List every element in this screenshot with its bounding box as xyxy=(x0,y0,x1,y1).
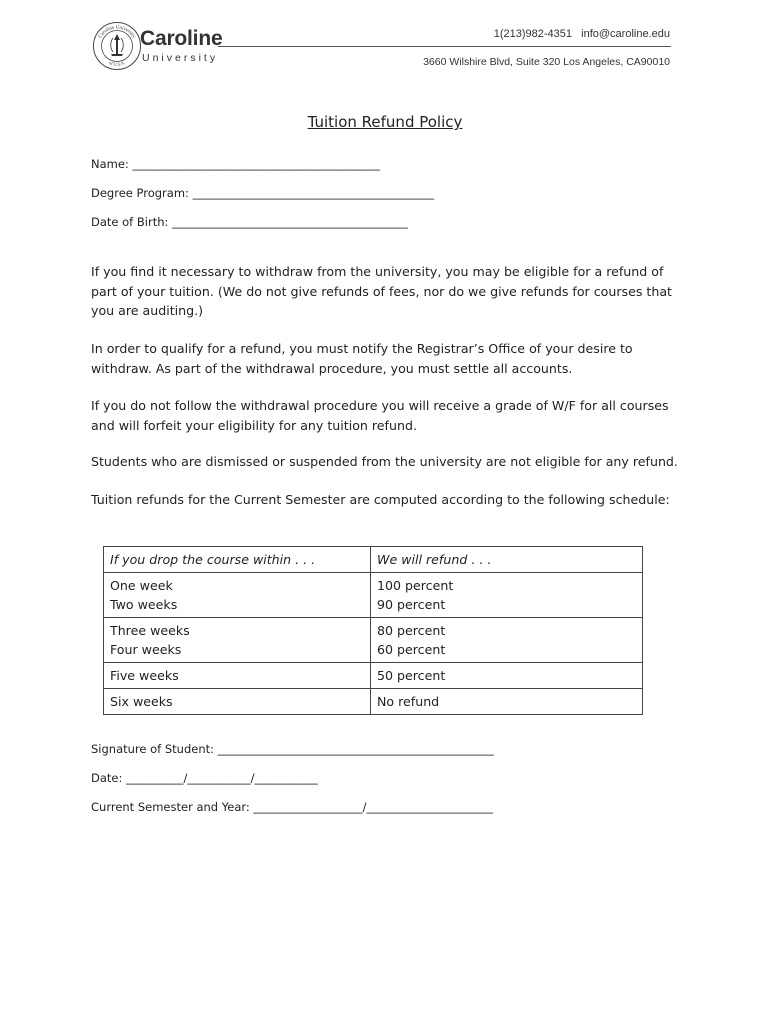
refund-cell xyxy=(371,573,643,618)
date-field[interactable]: Date: __________/___________/___________ xyxy=(91,771,318,785)
refund-schedule-table xyxy=(103,546,643,715)
document-title: Tuition Refund Policy xyxy=(307,113,463,131)
column-header-drop-period: If you drop the course within . . . xyxy=(104,547,371,573)
drop-period-cell xyxy=(104,573,371,618)
degree-program-field[interactable]: Degree Program: __________________________________________ xyxy=(91,186,435,200)
table-row xyxy=(104,573,643,618)
seal-text-top: Caroline University xyxy=(98,25,136,40)
drop-period-cell xyxy=(104,618,371,663)
refund-value: No refund xyxy=(377,694,440,709)
column-header-refund: We will refund . . . xyxy=(371,547,643,573)
drop-period-label: Two weeks xyxy=(110,597,178,612)
table-row xyxy=(104,663,643,689)
contact-address: 3660 Wilshire Blvd, Suite 320 Los Angeles, CA90010 xyxy=(423,56,670,68)
refund-cell xyxy=(371,618,643,663)
brand-subtitle: University xyxy=(142,52,219,64)
date-of-birth-field[interactable]: Date of Birth: _________________________________________ xyxy=(91,215,408,229)
paragraph-withdraw-eligibility: If you find it necessary to withdraw from the university, you may be eligible for a refund of part of your tuition. (We do not give refunds of fees, nor do we give refunds for courses that you are auditing.) xyxy=(91,264,672,318)
contact-phone-email: 1(213)982-4351 info@caroline.edu xyxy=(493,28,670,40)
refund-value: 50 percent xyxy=(377,668,446,683)
table-header-row xyxy=(104,547,643,573)
semester-year-field[interactable]: Current Semester and Year: ___________________/______________________ xyxy=(91,800,494,814)
paragraph-notify-registrar: In order to qualify for a refund, you must notify the Registrar’s Office of your desire to withdraw. As part of the withdrawal procedure, you must settle all accounts. xyxy=(91,341,633,376)
drop-period-cell xyxy=(104,663,371,689)
refund-value: 90 percent xyxy=(377,597,446,612)
university-seal-logo xyxy=(92,20,142,72)
drop-period-label: Three weeks xyxy=(110,623,190,638)
table-row xyxy=(104,618,643,663)
refund-cell xyxy=(371,663,643,689)
refund-value: 60 percent xyxy=(377,642,446,657)
paragraph-withdrawal-procedure: If you do not follow the withdrawal procedure you will receive a grade of W/F for all courses and will forfeit your eligibility for any tuition refund. xyxy=(91,398,669,433)
refund-cell xyxy=(371,689,643,715)
brand-name: Caroline xyxy=(140,27,223,50)
svg-text:of U.S.A. xyxy=(108,60,126,67)
paragraph-schedule-intro: Tuition refunds for the Current Semester are computed according to the following schedule: xyxy=(91,492,670,507)
letterhead xyxy=(0,0,770,90)
drop-period-label: Six weeks xyxy=(110,694,173,709)
drop-period-cell xyxy=(104,689,371,715)
header-divider xyxy=(218,46,671,47)
drop-period-label: Four weeks xyxy=(110,642,182,657)
drop-period-label: One week xyxy=(110,578,173,593)
name-field[interactable]: Name: ___________________________________________ xyxy=(91,157,380,171)
drop-period-label: Five weeks xyxy=(110,668,179,683)
refund-value: 80 percent xyxy=(377,623,446,638)
table-row xyxy=(104,689,643,715)
refund-value: 100 percent xyxy=(377,578,454,593)
student-signature-field[interactable]: Signature of Student: ________________________________________________ xyxy=(91,742,494,756)
paragraph-dismissed-students: Students who are dismissed or suspended from the university are not eligible for any refund. xyxy=(91,454,678,469)
seal-text-bottom: of U.S.A. xyxy=(108,60,126,67)
